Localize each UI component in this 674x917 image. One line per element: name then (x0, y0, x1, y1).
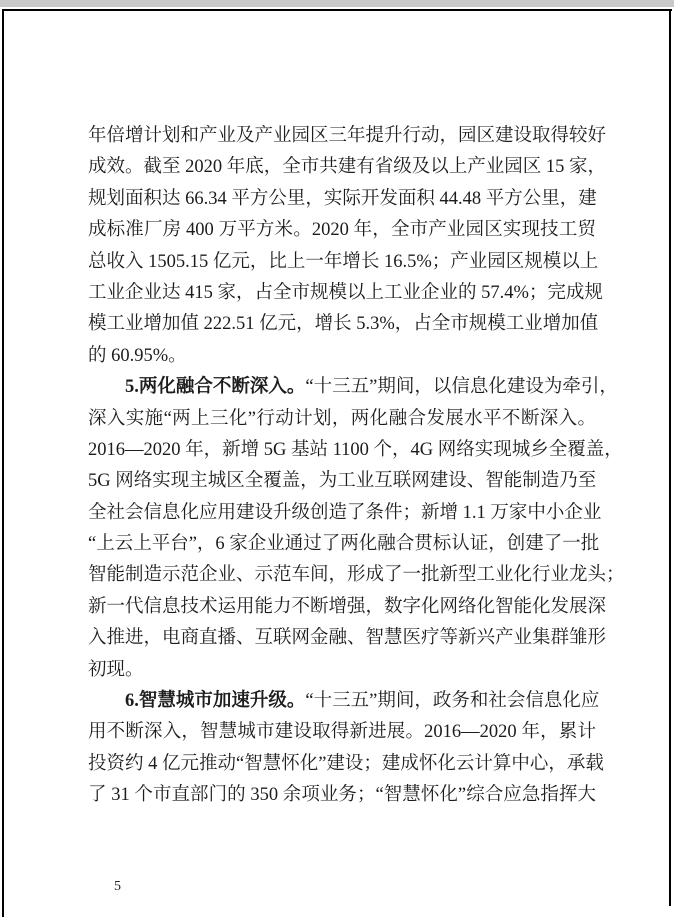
text-line: 了 31 个市直部门的 350 余项业务；“智慧怀化”综合应急指挥大 (88, 785, 596, 806)
text-line: 规划面积达 66.34 平方公里，实际开发面积 44.48 平方公里，建 (88, 188, 597, 209)
text-run: “十三五”期间，政务和社会信息化应 (305, 691, 600, 712)
section-5-heading: 5.两化融合不断深入。 (125, 377, 306, 398)
text-line-section-5-heading (88, 372, 618, 403)
text-line: 新一代信息技术运用能力不断增强，数字化网络化智能化发展深 (88, 596, 607, 617)
section-6-heading: 6.智慧城市加速升级。 (125, 691, 306, 712)
text-line: 投资约 4 亿元推动“智慧怀化”建设；建成怀化云计算中心，承载 (88, 753, 604, 774)
page-scan-border-top (2, 9, 672, 11)
text-line: 年倍增计划和产业及产业园区三年提升行动，园区建设取得较好 (88, 126, 607, 146)
text-line: 成标准厂房 400 万平方米。2020 年，全市产业园区实现技工贸 (88, 220, 596, 241)
text-line: 的 60.95%。 (88, 345, 187, 366)
text-line: 全社会信息化应用建设升级创造了条件；新增 1.1 万家中小企业 (88, 502, 602, 523)
text-line: 模工业增加值 222.51 亿元，增长 5.3%，占全市规模工业增加值 (88, 314, 599, 335)
text-line-section-6-heading (88, 686, 600, 717)
document-body (88, 121, 625, 812)
scan-artifact-top-strip (0, 0, 674, 7)
text-run: “十三五”期间，以信息化建设为牵引， (305, 377, 618, 398)
page-number: 5 (114, 879, 121, 894)
text-line: 工业企业达 415 家，占全市规模以上工业企业的 57.4%；完成规 (88, 282, 603, 303)
text-line: 深入实施“两上三化”行动计划，两化融合发展水平不断深入。 (88, 408, 596, 429)
text-line: “上云上平台”，6 家企业通过了两化融合贯标认证，创建了一批 (88, 534, 600, 555)
text-line: 5G 网络实现主城区全覆盖，为工业互联网建设、智能制造乃至 (88, 471, 597, 492)
page-scan-border-right (669, 9, 671, 906)
text-line: 智能制造示范企业、示范车间，形成了一批新型工业化行业龙头； (88, 565, 625, 586)
text-line: 2016—2020 年，新增 5G 基站 1100 个，4G 网络实现城乡全覆盖， (88, 439, 623, 460)
text-line: 成效。截至 2020 年底，全市共建有省级及以上产业园区 15 家， (88, 157, 607, 178)
text-line: 入推进，电商直播、互联网金融、智慧医疗等新兴产业集群雏形 (88, 628, 607, 649)
page-scan-border-left (2, 9, 4, 917)
text-line: 总收入 1505.15 亿元，比上一年增长 16.5%；产业园区规模以上 (88, 251, 599, 272)
text-line: 用不断深入，智慧城市建设取得新进展。2016—2020 年，累计 (88, 722, 596, 743)
text-line: 初现。 (88, 659, 144, 680)
